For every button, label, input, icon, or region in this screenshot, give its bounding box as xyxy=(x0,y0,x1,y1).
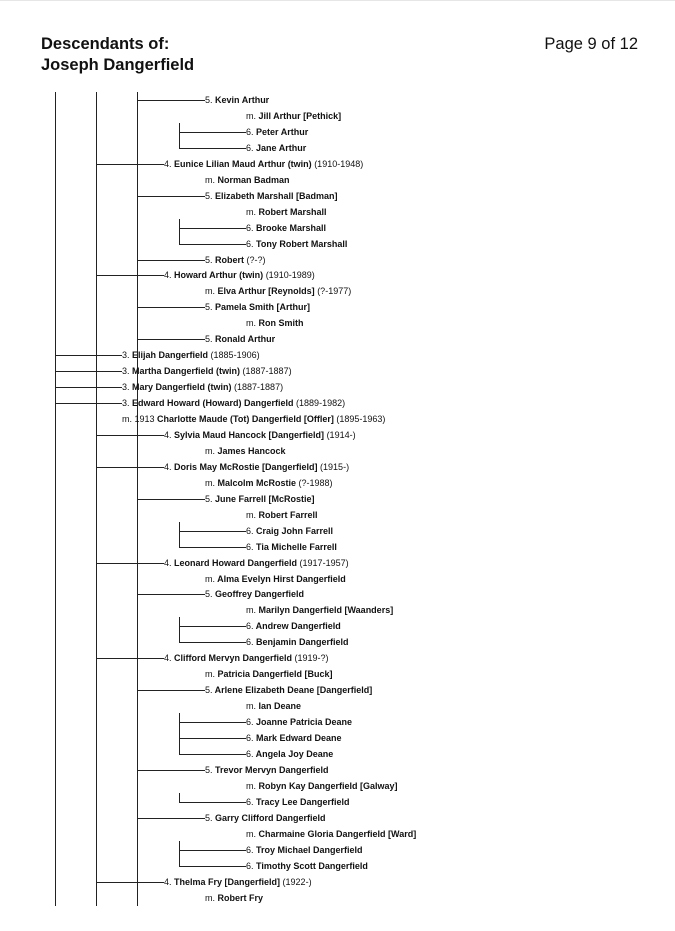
tree-line-level-4 xyxy=(137,490,138,499)
marriage-prefix: m. xyxy=(205,669,215,680)
life-dates: (1910-1948) xyxy=(311,158,364,169)
generation-number: 4. xyxy=(164,653,172,664)
person-name: Patricia Dangerfield [Buck] xyxy=(215,669,333,680)
marriage-prefix: m. xyxy=(205,286,215,297)
tree-connector xyxy=(137,196,205,197)
life-dates: (?-?) xyxy=(244,254,266,265)
person-name: Troy Michael Dangerfield xyxy=(253,844,363,855)
person-name: Mark Edward Deane xyxy=(253,733,342,743)
generation-number: 4. xyxy=(164,876,172,887)
life-dates: (1895-1963) xyxy=(333,414,386,424)
person-name: Martha Dangerfield (twin) xyxy=(129,366,241,377)
life-dates: (?-1988) xyxy=(296,477,333,488)
generation-number: 4. xyxy=(164,461,172,472)
person-entry xyxy=(205,586,304,602)
person-name: Malcolm McRostie xyxy=(215,477,297,488)
person-name: Charlotte Maude (Tot) Dangerfield [Offler] xyxy=(157,414,334,424)
spouse-entry xyxy=(205,443,286,459)
tree-connector xyxy=(179,642,246,643)
life-dates: (1887-1887) xyxy=(240,366,292,377)
person-name: Joanne Patricia Deane xyxy=(253,717,353,728)
person-name: Edward Howard (Howard) Dangerfield xyxy=(129,398,294,409)
person-entry xyxy=(205,682,372,698)
generation-number: 6. xyxy=(246,541,254,552)
person-entry xyxy=(164,156,363,172)
tree-line-level-5 xyxy=(179,123,180,148)
person-name: Craig John Farrell xyxy=(253,525,334,536)
spouse-entry xyxy=(246,108,341,124)
person-entry xyxy=(246,539,337,555)
tree-connector xyxy=(179,132,246,133)
tree-connector xyxy=(179,866,246,867)
person-name: Elva Arthur [Reynolds] xyxy=(215,286,315,297)
tree-connector xyxy=(179,802,246,803)
generation-number: 5. xyxy=(205,254,213,265)
person-name: Elizabeth Marshall [Badman] xyxy=(212,190,338,201)
spouse-entry xyxy=(246,507,318,523)
life-dates: (1887-1887) xyxy=(231,382,284,393)
generation-number: 3. xyxy=(122,382,130,393)
person-name: Robert xyxy=(212,254,245,265)
life-dates: (1914-) xyxy=(324,429,356,440)
tree-connector xyxy=(55,355,122,356)
tree-line-level-4 xyxy=(137,298,138,339)
person-name: Benjamin Dangerfield xyxy=(253,637,349,648)
tree-line-level-5 xyxy=(179,713,180,754)
marriage-prefix: m. xyxy=(246,110,256,121)
generation-number: 6. xyxy=(246,733,254,743)
generation-number: 4. xyxy=(164,557,172,568)
tree-connector xyxy=(137,260,205,261)
generation-number: 6. xyxy=(246,238,254,249)
generation-number: 5. xyxy=(205,812,213,823)
marriage-prefix: m. xyxy=(246,605,256,616)
generation-number: 6. xyxy=(246,222,254,233)
person-name: Doris May McRostie [Dangerfield] xyxy=(171,461,318,472)
person-name: Robert Marshall xyxy=(256,206,327,217)
tree-connector xyxy=(179,244,246,245)
person-name: Robyn Kay Dangerfield [Galway] xyxy=(256,780,398,791)
spouse-entry xyxy=(205,571,346,587)
report-title-line2: Joseph Dangerfield xyxy=(41,56,195,74)
tree-connector xyxy=(96,658,164,659)
tree-connector xyxy=(179,228,246,229)
person-entry xyxy=(164,267,315,283)
person-name: Mary Dangerfield (twin) xyxy=(129,382,232,393)
tree-connector xyxy=(137,594,205,595)
generation-number: 5. xyxy=(205,334,213,345)
person-entry xyxy=(246,140,306,156)
tree-line-level-5 xyxy=(179,617,180,642)
spouse-entry xyxy=(246,204,327,220)
person-entry xyxy=(246,236,347,252)
marriage-prefix: m. xyxy=(246,509,256,520)
person-entry xyxy=(205,92,269,108)
person-name: Tony Robert Marshall xyxy=(253,238,348,249)
life-dates: (1919-?) xyxy=(292,653,329,664)
generation-number: 6. xyxy=(246,796,254,807)
person-entry xyxy=(246,730,342,746)
spouse-entry xyxy=(246,315,304,331)
spouse-entry xyxy=(205,475,333,491)
person-name: James Hancock xyxy=(215,445,286,456)
spouse-entry xyxy=(205,283,351,299)
generation-number: 4. xyxy=(164,429,172,440)
person-name: Clifford Mervyn Dangerfield xyxy=(171,653,293,664)
marriage-prefix: m. xyxy=(246,206,256,217)
person-entry xyxy=(246,842,363,858)
person-name: Kevin Arthur xyxy=(212,95,270,105)
generation-number: 6. xyxy=(246,860,254,871)
tree-connector xyxy=(137,818,205,819)
tree-connector xyxy=(137,690,205,691)
person-entry xyxy=(205,810,326,826)
tree-connector xyxy=(96,164,164,165)
marriage-prefix: m. xyxy=(246,318,256,329)
marriage-prefix: m. xyxy=(205,573,215,584)
spouse-entry xyxy=(246,778,398,794)
marriage-prefix: m. xyxy=(246,828,256,839)
person-entry xyxy=(246,858,368,874)
tree-connector xyxy=(179,531,246,532)
person-name: Marilyn Dangerfield [Waanders] xyxy=(256,605,394,616)
person-name: Robert Fry xyxy=(215,892,264,903)
person-name: Trevor Mervyn Dangerfield xyxy=(212,764,329,775)
tree-line-level-4 xyxy=(137,681,138,818)
life-dates: (1922-) xyxy=(280,876,312,887)
tree-connector xyxy=(96,275,164,276)
tree-connector xyxy=(96,563,164,564)
tree-line-level-5 xyxy=(179,793,180,802)
marriage-prefix: m. 1913 xyxy=(122,414,155,424)
life-dates: (1885-1906) xyxy=(208,350,260,361)
person-entry xyxy=(122,363,292,379)
spouse-entry xyxy=(246,826,416,842)
person-name: Geoffrey Dangerfield xyxy=(212,589,305,600)
person-name: Andrew Dangerfield xyxy=(253,621,341,632)
tree-connector xyxy=(96,882,164,883)
generation-number: 6. xyxy=(246,717,254,728)
tree-connector xyxy=(55,371,122,372)
tree-connector xyxy=(96,435,164,436)
person-entry xyxy=(246,746,333,762)
tree-connector xyxy=(179,722,246,723)
tree-line-level-2 xyxy=(55,92,56,906)
generation-number: 5. xyxy=(205,190,213,201)
tree-connector xyxy=(137,100,205,101)
life-dates: (1910-1989) xyxy=(263,270,315,281)
life-dates: (?-1977) xyxy=(314,286,352,297)
person-entry xyxy=(246,634,349,650)
person-name: Arlene Elizabeth Deane [Dangerfield] xyxy=(212,685,373,696)
tree-connector xyxy=(137,307,205,308)
spouse-entry xyxy=(122,411,385,427)
tree-connector xyxy=(96,467,164,468)
person-name: Alma Evelyn Hirst Dangerfield xyxy=(215,573,346,584)
person-entry xyxy=(205,331,275,347)
tree-connector xyxy=(179,850,246,851)
generation-number: 5. xyxy=(205,685,213,696)
tree-connector xyxy=(179,754,246,755)
person-entry xyxy=(205,188,338,204)
person-entry xyxy=(205,762,329,778)
person-entry xyxy=(246,794,350,810)
person-name: Howard Arthur (twin) xyxy=(171,270,264,281)
life-dates: (1917-1957) xyxy=(297,557,349,568)
person-entry xyxy=(246,523,333,539)
person-name: Sylvia Maud Hancock [Dangerfield] xyxy=(171,429,325,440)
tree-connector xyxy=(137,339,205,340)
life-dates: (1915-) xyxy=(317,461,350,472)
generation-number: 5. xyxy=(205,764,213,775)
person-name: Robert Farrell xyxy=(256,509,318,520)
tree-connector xyxy=(137,770,205,771)
spouse-entry xyxy=(205,172,290,188)
tree-connector xyxy=(179,547,246,548)
generation-number: 6. xyxy=(246,637,254,648)
report-title-line1: Descendants of: xyxy=(41,35,170,53)
spouse-entry xyxy=(205,666,333,682)
tree-connector xyxy=(179,738,246,739)
person-name: Pamela Smith [Arthur] xyxy=(212,302,311,313)
generation-number: 6. xyxy=(246,621,254,632)
person-entry xyxy=(205,491,315,507)
person-name: Ronald Arthur xyxy=(212,334,276,345)
spouse-entry xyxy=(205,890,263,906)
person-name: Charmaine Gloria Dangerfield [Ward] xyxy=(256,828,417,839)
generation-number: 3. xyxy=(122,350,130,361)
generation-number: 6. xyxy=(246,525,254,536)
tree-line-level-4 xyxy=(137,187,138,260)
marriage-prefix: m. xyxy=(205,892,215,903)
person-name: Garry Clifford Dangerfield xyxy=(212,812,326,823)
page-number: Page 9 of 12 xyxy=(544,35,638,53)
generation-number: 5. xyxy=(205,493,213,504)
tree-line-level-5 xyxy=(179,219,180,244)
person-entry xyxy=(122,347,260,363)
generation-number: 3. xyxy=(122,398,130,409)
person-entry xyxy=(205,252,266,268)
tree-connector xyxy=(179,626,246,627)
person-name: Norman Badman xyxy=(215,174,290,185)
person-name: Ian Deane xyxy=(256,701,302,712)
generation-number: 3. xyxy=(122,366,130,377)
person-name: Angela Joy Deane xyxy=(253,748,334,759)
marriage-prefix: m. xyxy=(205,445,215,456)
generation-number: 6. xyxy=(246,844,254,855)
marriage-prefix: m. xyxy=(205,477,215,488)
tree-connector xyxy=(55,387,122,388)
person-name: Peter Arthur xyxy=(253,126,309,137)
person-name: Tia Michelle Farrell xyxy=(253,541,337,552)
person-name: Jane Arthur xyxy=(253,142,307,153)
person-entry xyxy=(122,395,345,411)
person-name: Brooke Marshall xyxy=(253,222,327,233)
generation-number: 6. xyxy=(246,142,254,153)
marriage-prefix: m. xyxy=(246,780,256,791)
person-name: Leonard Howard Dangerfield xyxy=(171,557,298,568)
tree-line-level-5 xyxy=(179,841,180,866)
person-name: Jill Arthur [Pethick] xyxy=(256,110,342,121)
person-entry xyxy=(122,379,283,395)
generation-number: 5. xyxy=(205,95,213,105)
spouse-entry xyxy=(246,698,301,714)
person-name: Timothy Scott Dangerfield xyxy=(253,860,368,871)
person-entry xyxy=(246,220,326,236)
person-entry xyxy=(164,459,349,475)
tree-connector xyxy=(55,403,122,404)
person-name: June Farrell [McRostie] xyxy=(212,493,315,504)
person-name: Eunice Lilian Maud Arthur (twin) xyxy=(171,158,312,169)
spouse-entry xyxy=(246,602,393,618)
person-entry xyxy=(164,874,312,890)
generation-number: 6. xyxy=(246,748,254,759)
person-entry xyxy=(246,714,352,730)
person-name: Ron Smith xyxy=(256,318,304,329)
person-entry xyxy=(164,555,349,571)
person-entry xyxy=(246,618,341,634)
person-entry xyxy=(164,650,329,666)
tree-line-level-3 xyxy=(96,92,97,906)
person-name: Elijah Dangerfield xyxy=(129,350,209,361)
person-entry xyxy=(246,124,308,140)
generation-number: 5. xyxy=(205,589,213,600)
person-entry xyxy=(205,299,310,315)
person-name: Tracy Lee Dangerfield xyxy=(253,796,350,807)
generation-number: 6. xyxy=(246,126,254,137)
marriage-prefix: m. xyxy=(205,174,215,185)
generation-number: 4. xyxy=(164,270,172,281)
tree-line-level-5 xyxy=(179,522,180,547)
person-name: Thelma Fry [Dangerfield] xyxy=(171,876,281,887)
tree-connector xyxy=(137,499,205,500)
generation-number: 4. xyxy=(164,158,172,169)
marriage-prefix: m. xyxy=(246,701,256,712)
generation-number: 5. xyxy=(205,302,213,313)
tree-connector xyxy=(179,148,246,149)
tree-line-level-4 xyxy=(137,92,138,100)
person-entry xyxy=(164,427,356,443)
life-dates: (1889-1982) xyxy=(293,398,346,409)
